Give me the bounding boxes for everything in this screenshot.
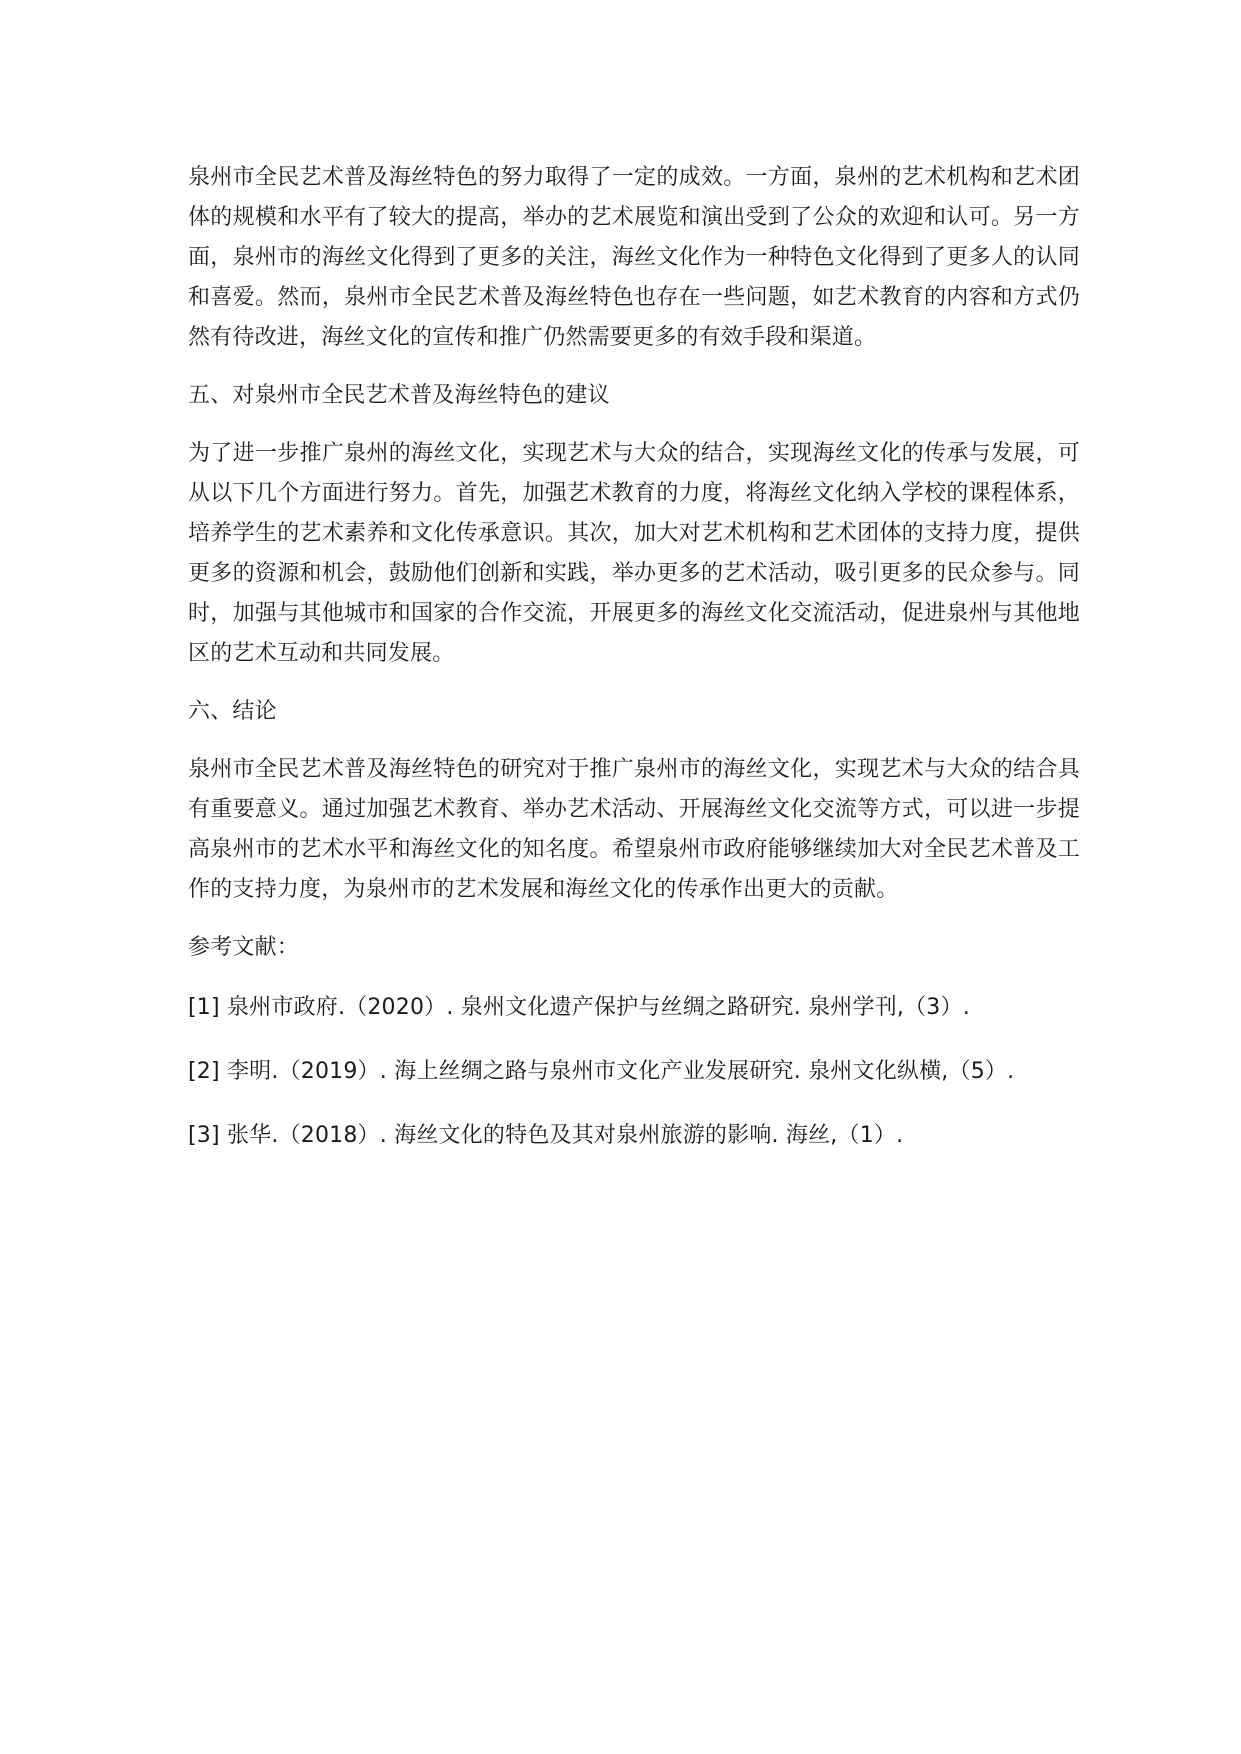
paragraph-suggestions: 为了进一步推广泉州的海丝文化，实现艺术与大众的结合，实现海丝文化的传承与发展，可从以下几个方面进行努力。首先，加强艺术教育的力度，将海丝文化纳入学校的课程体系，培养学生的艺术素养和文化传承意识。其次，加大对艺术机构和艺术团体的支持力度，提供更多的资源和机会，鼓励他们创新和实践，举办更多的艺术活动，吸引更多的民众参与。同时，加强与其他城市和国家的合作交流，开展更多的海丝文化交流活动，促进泉州与其他地区的艺术互动和共同发展。 <box>188 441 1080 666</box>
section-heading-conclusion: 六、结论 <box>188 699 277 724</box>
reference-item: [3] 张华.（2018）. 海丝文化的特色及其对泉州旅游的影响. 海丝,（1）. <box>188 1123 904 1148</box>
document-body <box>188 158 1080 1180</box>
references-title: 参考文献： <box>188 935 300 960</box>
reference-item: [2] 李明.（2019）. 海上丝绸之路与泉州市文化产业发展研究. 泉州文化纵横,（5）. <box>188 1059 1015 1084</box>
paragraph-conclusion: 泉州市全民艺术普及海丝特色的研究对于推广泉州市的海丝文化，实现艺术与大众的结合具有重要意义。通过加强艺术教育、举办艺术活动、开展海丝文化交流等方式，可以进一步提高泉州市的艺术水平和海丝文化的知名度。希望泉州市政府能够继续加大对全民艺术普及工作的支持力度，为泉州市的艺术发展和海丝文化的传承作出更大的贡献。 <box>188 757 1080 902</box>
section-heading-suggestions: 五、对泉州市全民艺术普及海丝特色的建议 <box>188 383 610 408</box>
paragraph-outcomes: 泉州市全民艺术普及海丝特色的努力取得了一定的成效。一方面，泉州的艺术机构和艺术团体的规模和水平有了较大的提高，举办的艺术展览和演出受到了公众的欢迎和认可。另一方面，泉州市的海丝文化得到了更多的关注，海丝文化作为一种特色文化得到了更多人的认同和喜爱。然而，泉州市全民艺术普及海丝特色也存在一些问题，如艺术教育的内容和方式仍然有待改进，海丝文化的宣传和推广仍然需要更多的有效手段和渠道。 <box>188 165 1080 350</box>
reference-item: [1] 泉州市政府.（2020）. 泉州文化遗产保护与丝绸之路研究. 泉州学刊,（3）. <box>188 995 970 1020</box>
